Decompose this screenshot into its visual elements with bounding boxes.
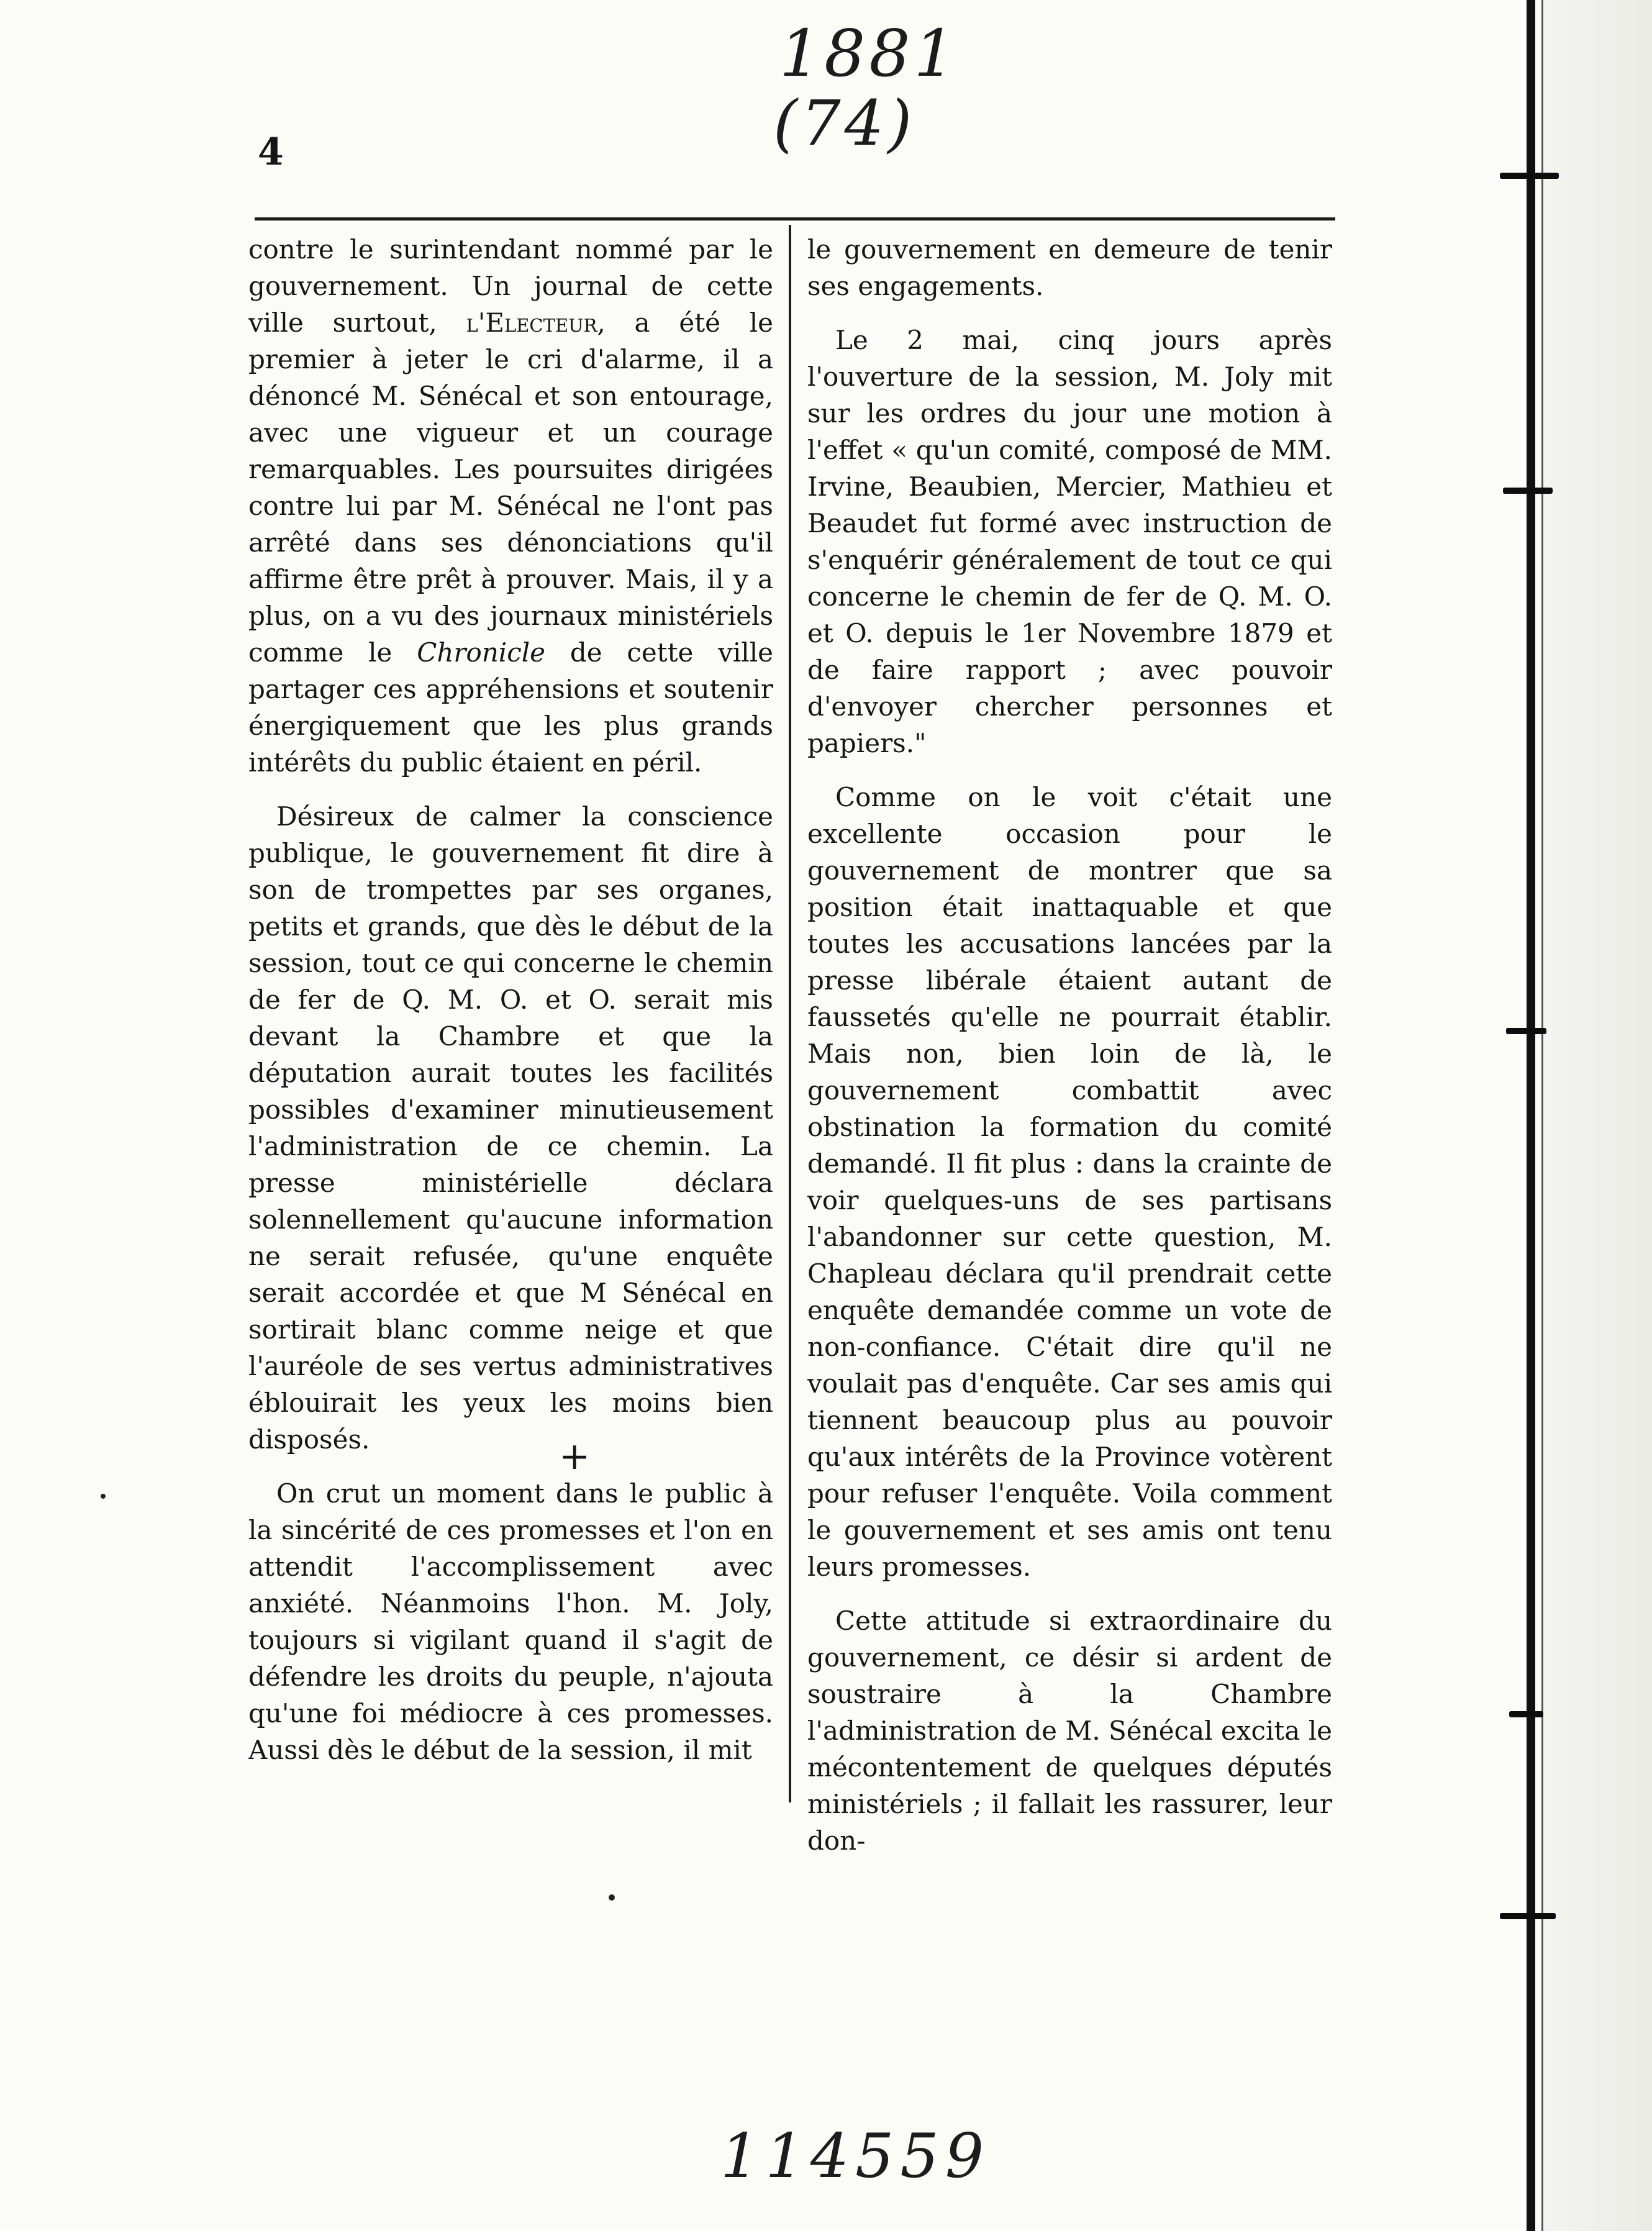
handwritten-reference: (74): [773, 87, 916, 160]
left-column: [248, 231, 773, 1786]
scan-speck: [609, 1894, 615, 1901]
paragraph: Cette attitude si extraordinaire du gouvernement, ce désir si ardent de soustraire à la Chambre l'administration de M. Sénécal excita le mécontentement de quelques députés ministériels ; il fallait les rassurer, leur don-: [807, 1606, 1332, 1856]
paragraph: [248, 231, 773, 781]
paragraph-text: , a été le premier à jeter le cri d'alarme, il a dénoncé M. Sénécal et son entourage, avec une vigueur et un courage remarquables. Les poursuites dirigées contre lui par M. Sénécal ne l'ont pas arrêté dans ses dénonciations qu'il affirme être prêt à prouver. Mais, il y a plus, on a vu des journaux ministériels comme le: [248, 307, 773, 668]
page-binding-edge: [1527, 0, 1535, 2231]
binding-clip: [1509, 1711, 1543, 1717]
newspaper-name: Chronicle: [417, 637, 546, 668]
newspaper-name: l'Electeur: [466, 307, 597, 338]
paragraph: Comme on le voit c'était une excellente occasion pour le gouvernement de montrer que sa position était inattaquable et que toutes les accusations lancées par la presse libérale étaient autant de faussetés qu'elle ne pourrait établir. Mais non, bien loin de là, le gouvernement combattit avec obstination la formation du comité demandé. Il fit plus : dans la crainte de voir quelques-uns de ses partisans l'abandonner sur cette question, M. Chapleau déclara qu'il prendrait cette enquête demandée comme un vote de non-confiance. C'était dire qu'il ne voulait pas d'enquête. Car ses amis qui tiennent beaucoup plus au pouvoir qu'aux intérêts de la Province votèrent pour refuser l'enquête. Voila comment le gouvernement et ses amis ont tenu leurs promesses.: [807, 782, 1332, 1582]
paragraph: Désireux de calmer la conscience publique, le gouvernement fit dire à son de trompettes par ses organes, petits et grands, que dès le début de la session, tout ce qui concerne le chemin de fer de Q. M. O. et O. serait mis devant la Chambre et que la députation aurait toutes les facilités possibles d'examiner minutieusement l'administration de ce chemin. La presse ministérielle déclara solennellement qu'aucune information ne serait refusée, qu'une enquête serait accordée et que M Sénécal en sortirait blanc comme neige et que l'auréole de ses vertus administratives éblouirait les yeux les moins bien disposés.: [248, 801, 773, 1455]
page-binding-shadow: [1541, 0, 1543, 2231]
column-divider: [789, 225, 791, 1802]
paragraph: Le 2 mai, cinq jours après l'ouverture de la session, M. Joly mit sur les ordres du jour une motion à l'effet « qu'un comité, composé de MM. Irvine, Beaubien, Mercier, Mathieu et Beaudet fut formé avec instruction de s'enquérir généralement de tout ce qui concerne le chemin de fer de Q. M. O. et O. depuis le 1er Novembre 1879 et de faire rapport ; avec pouvoir d'envoyer chercher personnes et papiers.": [807, 325, 1332, 758]
right-column: [807, 231, 1332, 1876]
handwritten-cross-mark: +: [559, 1435, 591, 1478]
binding-clip: [1500, 1913, 1556, 1919]
handwritten-year: 1881: [779, 16, 959, 91]
paragraph-text: de cette ville partager ces appréhensions et soutenir énergiquement que les plus grands intérêts du public étaient en péril.: [248, 637, 773, 778]
paragraph: On crut un moment dans le public à la sincérité de ces promesses et l'on en attendit l'accomplissement avec anxiété. Néanmoins l'hon. M. Joly, toujours si vigilant quand il s'agit de défendre les droits du peuple, n'ajouta qu'une foi médiocre à ces promesses. Aussi dès le début de la session, il mit: [248, 1478, 773, 1765]
handwritten-catalog-number: 114559: [720, 2121, 991, 2192]
paragraph-text: contre le surintendant nommé par le gouvernement. Un journal de cette ville surtout,: [248, 234, 773, 338]
binding-clip: [1506, 1028, 1546, 1034]
scan-speck: [101, 1494, 106, 1499]
paragraph: le gouvernement en demeure de tenir ses engagements.: [807, 234, 1332, 301]
binding-clip: [1500, 173, 1559, 179]
header-rule: [255, 217, 1335, 220]
scan-margin: [1543, 0, 1652, 2231]
page-number: 4: [258, 130, 284, 174]
binding-clip: [1503, 488, 1553, 494]
